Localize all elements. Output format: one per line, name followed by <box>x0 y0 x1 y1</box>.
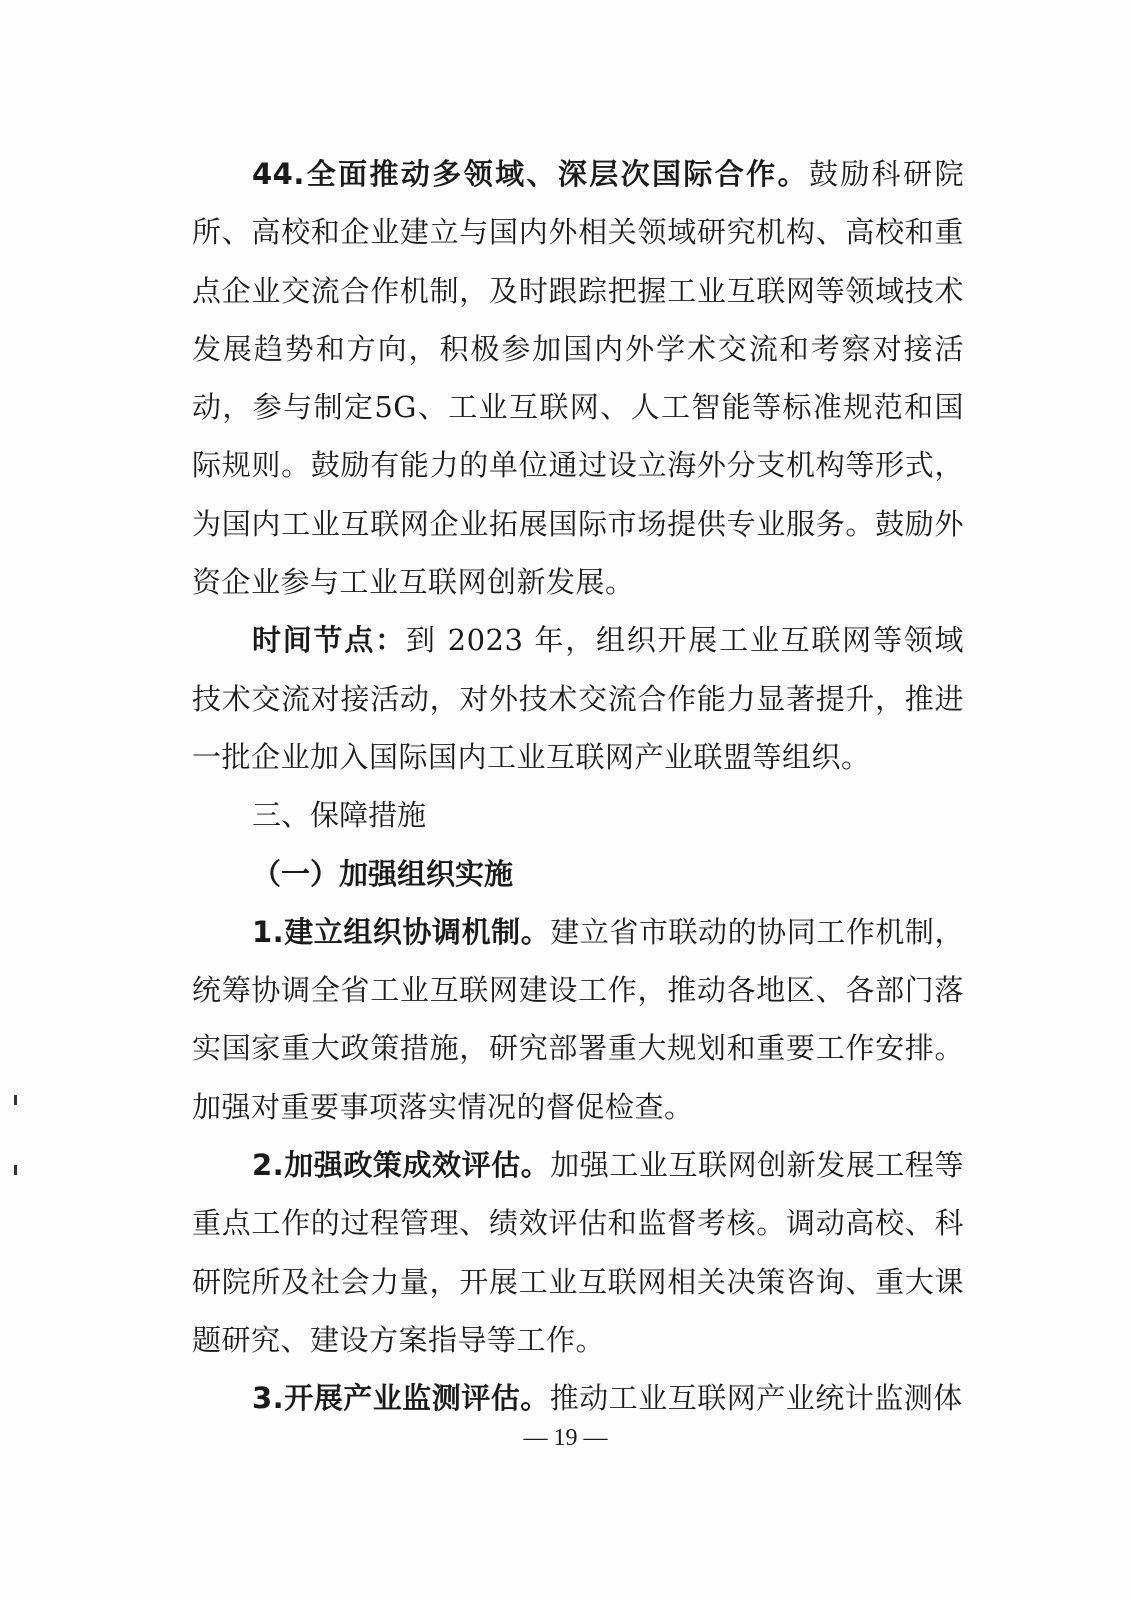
page-number: — 19 — <box>523 1425 608 1451</box>
item-policy-evaluation <box>192 1136 964 1369</box>
sub-heading: （一）加强组织实施 <box>252 856 514 891</box>
item-title: 2.加强政策成效评估。 <box>252 1148 551 1183</box>
item-title: 3.开展产业监测评估。 <box>252 1381 550 1416</box>
paragraph-international-cooperation <box>192 145 964 611</box>
item-text: 推动工业互联网产业统计监测体 <box>549 1381 963 1416</box>
item-coordination <box>192 903 964 1136</box>
item-text: 建立省市联动的协同工作机制，统筹协调全省工业互联网建设工作，推动各地区、各部门落实国家重大政策措施，研究部署重大规划和重要工作安排。加强对重要事项落实情况的督促检查。 <box>192 914 964 1124</box>
item-industry-monitoring <box>192 1369 964 1427</box>
paragraph-timeline <box>192 611 964 786</box>
paragraph-title: 时间节点： <box>252 623 406 658</box>
margin-mark <box>14 1095 17 1105</box>
item-title: 1.建立组织协调机制。 <box>252 914 551 949</box>
paragraph-text: 到 2023 年，组织开展工业互联网等领域技术交流对接活动，对外技术交流合作能力显著提升，推进一批企业加入国际国内工业互联网产业联盟等组织。 <box>192 623 964 774</box>
paragraph-text: 鼓励科研院所、高校和企业建立与国内外相关领域研究机构、高校和重点企业交流合作机制，及时跟踪把握工业互联网等领域技术发展趋势和方向，积极参加国内外学术交流和考察对接活动，参与制定5G、工业互联网、人工智能等标准规范和国际规则。鼓励有能力的单位通过设立海外分支机构等形式，为国内工业互联网企业拓展国际市场提供专业服务。鼓励外资企业参与工业互联网创新发展。 <box>192 157 964 600</box>
document-body <box>192 145 964 1428</box>
margin-mark <box>14 1165 17 1175</box>
paragraph-title: 44.全面推动多领域、深层次国际合作。 <box>252 157 809 191</box>
section-heading: 三、保障措施 <box>252 798 427 833</box>
item-text: 加强工业互联网创新发展工程等重点工作的过程管理、绩效评估和监督考核。调动高校、科研院所及社会力量，开展工业互联网相关决策咨询、重大课题研究、建设方案指导等工作。 <box>192 1148 964 1357</box>
